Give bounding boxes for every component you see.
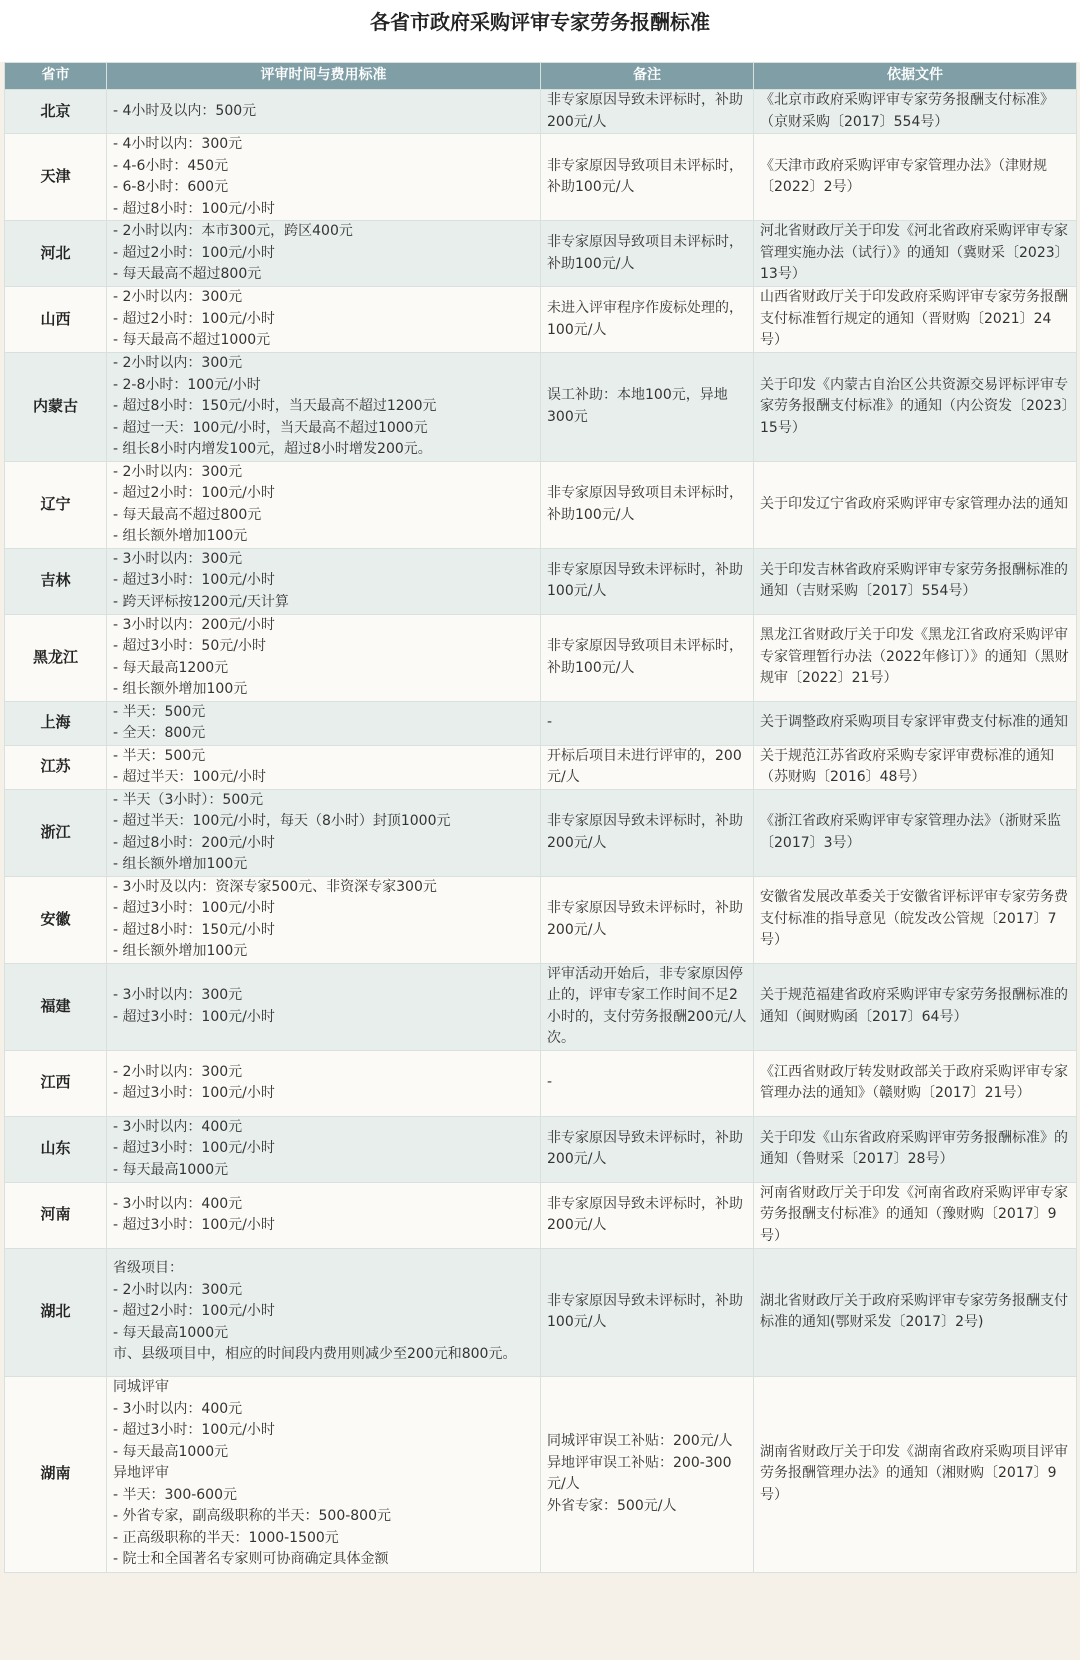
basis-document-cell: 湖北省财政厅关于政府采购评审专家劳务报酬支付标准的通知(鄂财采发〔2017〕2号) xyxy=(754,1248,1077,1376)
basis-document-cell: 湖南省财政厅关于印发《湖南省政府采购项目评审劳务报酬管理办法》的通知（湘财购〔2017〕9号） xyxy=(754,1376,1077,1572)
fee-line: - 超过3小时：100元/小时 xyxy=(113,572,275,589)
fee-standard-cell xyxy=(107,134,541,221)
fee-standard-cell xyxy=(107,789,541,876)
fee-line: 省级项目： xyxy=(113,1260,183,1277)
table-row xyxy=(5,745,1077,789)
fee-line: - 半天（3小时）：500元 xyxy=(113,791,264,808)
province-cell: 湖北 xyxy=(5,1248,107,1376)
note-cell: 非专家原因导致项目未评标时，补助100元/人 xyxy=(541,614,754,701)
fee-line: - 组长8小时内增发100元，超过8小时增发200元。 xyxy=(113,441,432,457)
fee-line: - 3小时及以内：资深专家500元、非资深专家300元 xyxy=(113,878,437,895)
fee-line: - 跨天评标按1200元/天计算 xyxy=(113,593,289,610)
province-cell: 浙江 xyxy=(5,789,107,876)
fee-line: - 4小时以内：300元 xyxy=(113,136,243,152)
fee-standard-cell xyxy=(107,963,541,1050)
fee-line: - 组长额外增加100元 xyxy=(113,856,248,872)
table-row xyxy=(5,701,1077,745)
basis-document-cell: 《江西省财政厅转发财政部关于政府采购评审专家管理办法的通知》（赣财购〔2017〕21号） xyxy=(754,1050,1077,1116)
fee-line: - 超过8小时：100元/小时 xyxy=(113,200,275,217)
province-cell: 河北 xyxy=(5,221,107,287)
table-row xyxy=(5,1248,1077,1376)
fee-standard-cell xyxy=(107,701,541,745)
fee-standard-cell xyxy=(107,287,541,353)
province-cell: 安徽 xyxy=(5,876,107,963)
fee-line: - 超过3小时：100元/小时 xyxy=(113,1217,275,1233)
province-cell: 河南 xyxy=(5,1182,107,1248)
table-row xyxy=(5,789,1077,876)
fee-line: - 2小时以内：300元 xyxy=(113,355,243,371)
fee-line: - 组长额外增加100元 xyxy=(113,681,248,697)
province-cell: 吉林 xyxy=(5,548,107,614)
fee-line: - 超过3小时：100元/小时 xyxy=(113,900,275,916)
fee-line: - 4-6小时：450元 xyxy=(113,157,229,174)
fee-line: - 超过半天：100元/小时 xyxy=(113,769,266,785)
province-cell: 江西 xyxy=(5,1050,107,1116)
fee-line: - 3小时以内：300元 xyxy=(113,987,243,1003)
note-cell: 非专家原因导致未评标时，补助200元/人 xyxy=(541,1182,754,1248)
table-row xyxy=(5,548,1077,614)
fee-line: - 院士和全国著名专家则可协商确定具体金额 xyxy=(113,1551,389,1568)
note-cell: 非专家原因导致未评标时，补助200元/人 xyxy=(541,90,754,134)
table-body xyxy=(5,90,1077,1573)
table-row xyxy=(5,461,1077,548)
fee-line: - 全天：800元 xyxy=(113,725,206,741)
province-cell: 福建 xyxy=(5,963,107,1050)
fee-line: - 正高级职称的半天：1000-1500元 xyxy=(113,1529,339,1546)
fee-line: - 2小时以内：300元 xyxy=(113,1281,243,1298)
table-row xyxy=(5,134,1077,221)
fee-line: - 每天最高不超过800元 xyxy=(113,506,262,523)
table-row xyxy=(5,90,1077,134)
province-cell: 山东 xyxy=(5,1116,107,1182)
table-row xyxy=(5,963,1077,1050)
fee-line: 同城评审 xyxy=(113,1379,169,1396)
basis-document-cell: 黑龙江省财政厅关于印发《黑龙江省政府采购评审专家管理暂行办法（2022年修订）》的通知（黑财规审〔2022〕21号） xyxy=(754,614,1077,701)
fee-line: - 2小时以内：300元 xyxy=(113,289,243,306)
fee-line: - 6-8小时：600元 xyxy=(113,179,229,195)
province-cell: 上海 xyxy=(5,701,107,745)
note-cell: 非专家原因导致未评标时，补助100元/人 xyxy=(541,548,754,614)
fee-line: - 超过3小时：100元/小时 xyxy=(113,1140,275,1157)
fee-line: - 每天最高不超过1000元 xyxy=(113,332,271,349)
fee-standard-cell xyxy=(107,1182,541,1248)
fee-line: - 3小时以内：400元 xyxy=(113,1400,243,1417)
fee-line: - 3小时以内：300元 xyxy=(113,550,243,567)
basis-document-cell: 河南省财政厅关于印发《河南省政府采购评审专家劳务报酬支付标准》的通知（豫财购〔2017〕9号） xyxy=(754,1182,1077,1248)
fee-standard-cell xyxy=(107,90,541,134)
fee-standard-cell xyxy=(107,1248,541,1376)
header-fee-standard: 评审时间与费用标准 xyxy=(107,63,541,90)
note-cell: 非专家原因导致未评标时，补助200元/人 xyxy=(541,876,754,963)
basis-document-cell: 《浙江省政府采购评审专家管理办法》（浙财采监〔2017〕3号） xyxy=(754,789,1077,876)
fee-line: - 每天最高1000元 xyxy=(113,1324,229,1341)
fee-line: - 超过3小时：100元/小时 xyxy=(113,1422,275,1439)
basis-document-cell: 关于印发《山东省政府采购评审劳务报酬标准》的通知（鲁财采〔2017〕28号） xyxy=(754,1116,1077,1182)
fee-line: - 超过一天：100元/小时，当天最高不超过1000元 xyxy=(113,419,428,436)
fee-line: - 超过2小时：100元/小时 xyxy=(113,485,275,501)
basis-document-cell: 关于调整政府采购项目专家评审费支付标准的通知 xyxy=(754,701,1077,745)
fee-table xyxy=(4,62,1077,1573)
basis-document-cell: 山西省财政厅关于印发政府采购评审专家劳务报酬支付标准暂行规定的通知（晋财购〔2021〕24号） xyxy=(754,287,1077,353)
province-cell: 辽宁 xyxy=(5,461,107,548)
fee-line: - 2小时以内：本市300元，跨区400元 xyxy=(113,223,353,240)
basis-document-cell: 河北省财政厅关于印发《河北省政府采购评审专家管理实施办法（试行）》的通知（冀财采〔2023〕13号） xyxy=(754,221,1077,287)
fee-standard-cell xyxy=(107,614,541,701)
note-cell: - xyxy=(541,701,754,745)
table-row xyxy=(5,1182,1077,1248)
fee-line: - 超过8小时：200元/小时 xyxy=(113,834,275,851)
fee-line: - 超过8小时：150元/小时，当天最高不超过1200元 xyxy=(113,398,437,414)
province-cell: 北京 xyxy=(5,90,107,134)
header-note: 备注 xyxy=(541,63,754,90)
page-title: 各省市政府采购评审专家劳务报酬标准 xyxy=(0,0,1080,62)
note-cell: 非专家原因导致未评标时，补助100元/人 xyxy=(541,1248,754,1376)
basis-document-cell: 关于规范福建省政府采购评审专家劳务报酬标准的通知（闽财购函〔2017〕64号） xyxy=(754,963,1077,1050)
note-cell: 误工补助：本地100元，异地300元 xyxy=(541,353,754,462)
fee-line: - 超过2小时：100元/小时 xyxy=(113,244,275,261)
fee-standard-cell xyxy=(107,1116,541,1182)
table-row xyxy=(5,1376,1077,1572)
basis-document-cell: 《天津市政府采购评审专家管理办法》（津财规〔2022〕2号） xyxy=(754,134,1077,221)
basis-document-cell: 关于印发吉林省政府采购评审专家劳务报酬标准的通知（吉财采购〔2017〕554号） xyxy=(754,548,1077,614)
fee-line: 市、县级项目中，相应的时间段内费用则减少至200元和800元。 xyxy=(113,1346,517,1363)
province-cell: 内蒙古 xyxy=(5,353,107,462)
fee-line: - 每天最高不超过800元 xyxy=(113,266,262,283)
header-province: 省市 xyxy=(5,63,107,90)
fee-line: - 2小时以内：300元 xyxy=(113,463,243,480)
table-row xyxy=(5,287,1077,353)
fee-line: - 3小时以内：200元/小时 xyxy=(113,616,275,633)
fee-standard-cell xyxy=(107,461,541,548)
fee-standard-cell xyxy=(107,548,541,614)
province-cell: 湖南 xyxy=(5,1376,107,1572)
fee-line: 异地评审 xyxy=(113,1465,169,1482)
fee-line: - 3小时以内：400元 xyxy=(113,1195,243,1212)
fee-line: - 半天：500元 xyxy=(113,703,206,720)
note-cell: - xyxy=(541,1050,754,1116)
fee-line: - 2小时以内：300元 xyxy=(113,1063,243,1080)
header-basis-document: 依据文件 xyxy=(754,63,1077,90)
fee-line: - 组长额外增加100元 xyxy=(113,528,248,544)
note-cell: 非专家原因导致项目未评标时，补助100元/人 xyxy=(541,221,754,287)
fee-standard-cell xyxy=(107,745,541,789)
fee-line: - 超过2小时：100元/小时 xyxy=(113,1303,275,1320)
table-row xyxy=(5,353,1077,462)
table-row xyxy=(5,614,1077,701)
fee-line: - 超过半天：100元/小时，每天（8小时）封顶1000元 xyxy=(113,813,451,829)
basis-document-cell: 关于印发辽宁省政府采购评审专家管理办法的通知 xyxy=(754,461,1077,548)
fee-line: - 超过3小时：100元/小时 xyxy=(113,1085,275,1101)
table-row xyxy=(5,1050,1077,1116)
basis-document-cell: 安徽省发展改革委关于安徽省评标评审专家劳务费支付标准的指导意见（皖发改公管规〔2017〕7号） xyxy=(754,876,1077,963)
fee-line: - 每天最高1000元 xyxy=(113,1161,229,1178)
fee-table-container xyxy=(4,62,1076,1573)
fee-line: - 每天最高1000元 xyxy=(113,1443,229,1460)
province-cell: 山西 xyxy=(5,287,107,353)
table-row xyxy=(5,221,1077,287)
fee-line: - 超过3小时：50元/小时 xyxy=(113,638,266,654)
fee-standard-cell xyxy=(107,221,541,287)
note-cell: 非专家原因导致未评标时，补助200元/人 xyxy=(541,789,754,876)
basis-document-cell: 关于规范江苏省政府采购专家评审费标准的通知（苏财购〔2016〕48号） xyxy=(754,745,1077,789)
fee-line: - 超过8小时：150元/小时 xyxy=(113,921,275,938)
fee-line: - 每天最高1200元 xyxy=(113,659,229,676)
fee-line: - 半天：500元 xyxy=(113,747,206,764)
table-row xyxy=(5,876,1077,963)
basis-document-cell: 《北京市政府采购评审专家劳务报酬支付标准》（京财采购〔2017〕554号） xyxy=(754,90,1077,134)
fee-line: - 半天：300-600元 xyxy=(113,1486,237,1503)
note-cell: 未进入评审程序作废标处理的，100元/人 xyxy=(541,287,754,353)
fee-line: - 3小时以内：400元 xyxy=(113,1118,243,1135)
province-cell: 江苏 xyxy=(5,745,107,789)
note-cell: 开标后项目未进行评审的，200元/人 xyxy=(541,745,754,789)
note-cell: 非专家原因导致项目未评标时，补助100元/人 xyxy=(541,134,754,221)
note-cell: 同城评审误工补贴：200元/人 异地评审误工补贴：200-300元/人 外省专家：500元/人 xyxy=(541,1376,754,1572)
fee-standard-cell xyxy=(107,876,541,963)
fee-line: - 4小时及以内：500元 xyxy=(113,102,257,119)
note-cell: 非专家原因导致未评标时，补助200元/人 xyxy=(541,1116,754,1182)
province-cell: 黑龙江 xyxy=(5,614,107,701)
basis-document-cell: 关于印发《内蒙古自治区公共资源交易评标评审专家劳务报酬支付标准》的通知（内公资发〔2023〕15号） xyxy=(754,353,1077,462)
fee-line: - 超过2小时：100元/小时 xyxy=(113,310,275,327)
fee-line: - 组长额外增加100元 xyxy=(113,943,248,959)
note-cell: 评审活动开始后，非专家原因停止的，评审专家工作时间不足2小时的，支付劳务报酬200元/人次。 xyxy=(541,963,754,1050)
note-cell: 非专家原因导致项目未评标时，补助100元/人 xyxy=(541,461,754,548)
table-row xyxy=(5,1116,1077,1182)
table-header xyxy=(5,63,1077,90)
fee-standard-cell xyxy=(107,1376,541,1572)
province-cell: 天津 xyxy=(5,134,107,221)
fee-standard-cell xyxy=(107,353,541,462)
fee-line: - 外省专家，副高级职称的半天：500-800元 xyxy=(113,1508,391,1525)
fee-standard-cell xyxy=(107,1050,541,1116)
header-row xyxy=(5,63,1077,90)
fee-line: - 2-8小时：100元/小时 xyxy=(113,376,261,393)
fee-line: - 超过3小时：100元/小时 xyxy=(113,1008,275,1025)
